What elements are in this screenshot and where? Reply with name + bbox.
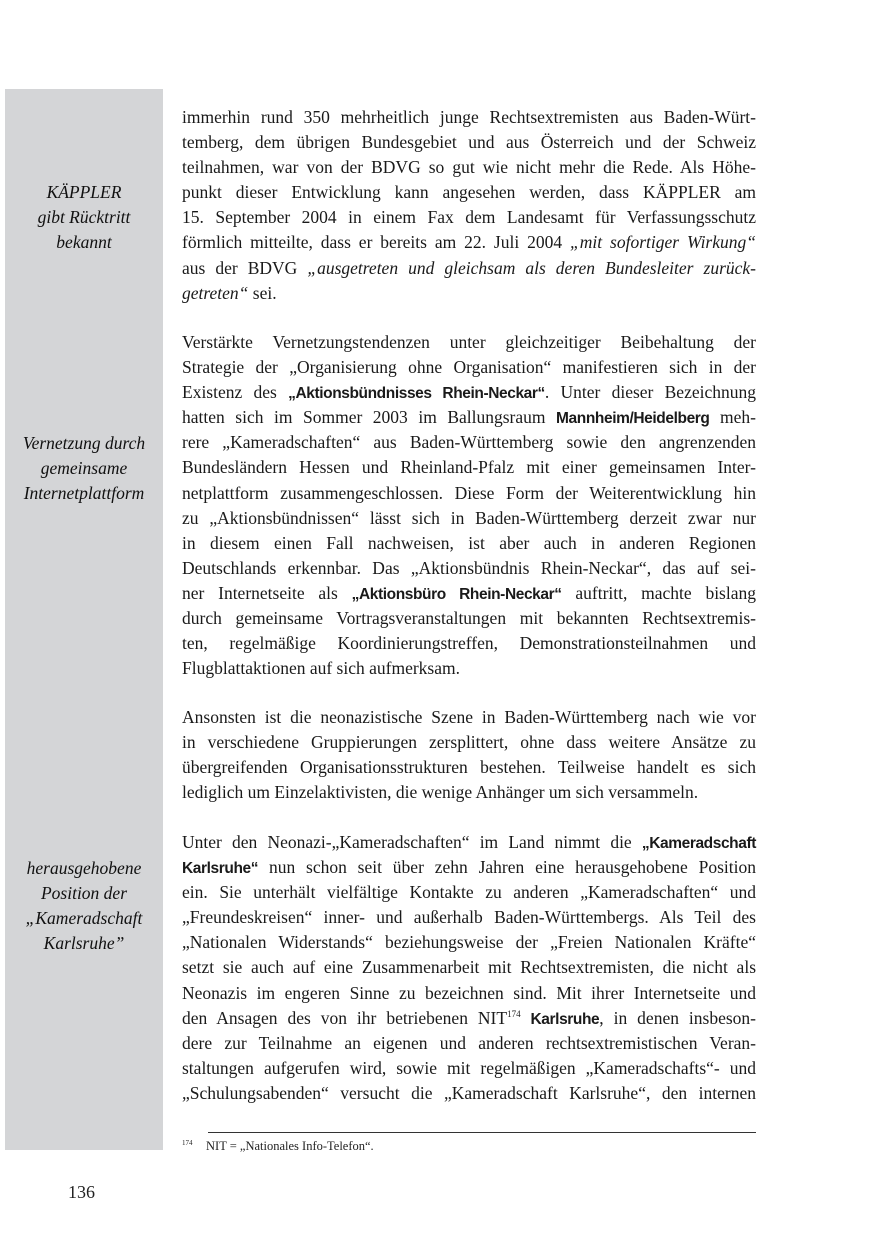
margin-note-line: KÄPPLER — [46, 182, 122, 202]
highlight-term: Mannheim/Heidelberg — [556, 410, 710, 428]
text-line: in diesem einen Fall nachweisen, ist aber auch in anderen Regionen — [182, 532, 756, 553]
text-line: durch gemeinsame Vortragsveranstaltungen mit bekannten Rechtsextremis- — [182, 608, 756, 629]
text-line — [182, 1006, 756, 1031]
quote-italic: „mit sofortiger Wirkung“ — [570, 232, 756, 253]
text-line — [182, 855, 756, 880]
text-run: förmlich mitteilte, dass er bereits am 22. Juli 2004 — [182, 232, 571, 253]
margin-note-line: Internetplattform — [23, 483, 145, 503]
text-line: staltungen aufgerufen wird, sowie mit regelmäßigen „Kameradschafts“- und — [182, 1057, 756, 1078]
text-line: Strategie der „Organisierung ohne Organisation“ manifestieren sich in der — [182, 357, 756, 378]
margin-note-line: Karlsruhe” — [43, 933, 125, 953]
text-line: 15. September 2004 in einem Fax dem Landesamt für Verfassungsschutz — [182, 207, 756, 228]
text-line — [182, 230, 756, 255]
footnote-divider — [208, 1132, 756, 1133]
text-run: Unter den Neonazi-„Kameradschaften“ im Land nimmt die — [182, 832, 642, 852]
margin-note-kaeppler — [5, 180, 163, 255]
text-run: ner Internetseite als — [182, 582, 352, 603]
text-line: „Freundeskreisen“ inner- und außerhalb Baden-Württembergs. Als Teil des — [182, 907, 756, 928]
margin-note-line: Vernetzung durch — [22, 433, 146, 453]
highlight-term: Karlsruhe“ — [182, 860, 259, 878]
text-line — [182, 405, 756, 430]
paragraph-vernetzung — [182, 330, 756, 681]
margin-note-line: bekannt — [56, 232, 112, 252]
text-line: rere „Kameradschaften“ aus Baden-Württemberg sowie den angrenzenden — [182, 432, 756, 453]
text-line: „Nationalen Widerstands“ beziehungsweise der „Freien Nationalen Kräfte“ — [182, 932, 756, 953]
text-line: ein. Sie unterhält vielfältige Kontakte zu anderen „Kameradschaften“ und — [182, 882, 756, 903]
footnote-ref[interactable]: 174 — [507, 1008, 521, 1019]
text-line: Verstärkte Vernetzungstendenzen unter gleichzeitiger Beibehaltung der — [182, 332, 756, 352]
text-line: punkt dieser Entwicklung kann angesehen werden, dass KÄPPLER am — [182, 182, 756, 203]
text-line: netplattform zusammengeschlossen. Diese Form der Weiterentwicklung hin — [182, 482, 756, 503]
quote-italic: getreten“ — [182, 282, 249, 303]
footnote — [182, 1139, 374, 1154]
text-run: meh- — [709, 407, 756, 428]
text-line: Bundesländern Hessen und Rheinland-Pfalz mit einer gemeinsamen Inter- — [182, 457, 756, 478]
highlight-term: „Kameradschaft — [641, 835, 756, 852]
margin-note-vernetzung — [5, 431, 163, 506]
text-line: zu „Aktionsbündnissen“ lässt sich in Baden-Württemberg derzeit zwar nur — [182, 507, 756, 528]
quote-italic: „ausgetreten und gleichsam als deren Bundesleiter zurück- — [307, 257, 756, 278]
paragraph-szene — [182, 705, 756, 805]
text-line: Flugblattaktionen auf sich aufmerksam. — [182, 658, 460, 679]
margin-note-line: gibt Rücktritt — [37, 207, 131, 227]
margin-note-kameradschaft — [5, 856, 163, 956]
text-run: . Unter dieser Bezeichnung — [544, 382, 756, 403]
footnote-text: NIT = „Nationales Info-Telefon“. — [206, 1139, 374, 1153]
text-run: aus der BDVG — [182, 257, 308, 278]
text-line: dere zur Teilnahme an eigenen und anderen rechtsextremistischen Veran- — [182, 1032, 756, 1053]
margin-note-line: Position der — [40, 883, 128, 903]
margin-sidebar — [5, 89, 163, 1150]
text-line: lediglich um Einzelaktivisten, die wenige Anhänger um sich versammeln. — [182, 782, 699, 803]
highlight-term: „Aktionsbündnisses Rhein-Neckar“ — [288, 385, 545, 403]
text-run: den Ansagen des von ihr betriebenen NIT — [182, 1007, 508, 1028]
text-run: hatten sich im Sommer 2003 im Ballungsraum — [182, 407, 557, 428]
text-line — [182, 281, 756, 306]
text-line — [182, 581, 756, 606]
text-run: sei. — [248, 282, 277, 303]
text-line: Ansonsten ist die neonazistische Szene in Baden-Württemberg nach wie vor — [182, 707, 756, 727]
page-number: 136 — [68, 1182, 95, 1202]
text-line: teilnahmen, war von der BDVG so gut wie nicht mehr die Rede. Als Höhe- — [182, 157, 756, 178]
text-run: , in denen insbeson- — [599, 1007, 756, 1028]
text-line: Neonazis im engeren Sinne zu bezeichnen sind. Mit ihrer Internetseite und — [182, 982, 756, 1003]
text-line — [182, 256, 756, 281]
text-run: nun schon seit über zehn Jahren eine herausgehobene Position — [258, 857, 756, 878]
text-line: Deutschlands erkennbar. Das „Aktionsbündnis Rhein-Neckar“, das auf sei- — [182, 557, 756, 578]
paragraph-kameradschaft — [182, 830, 756, 1106]
highlight-term: Karlsruhe — [530, 1010, 600, 1028]
text-line: übergreifenden Organisationsstrukturen bestehen. Teilweise handelt es sich — [182, 757, 756, 778]
text-line: immerhin rund 350 mehrheitlich junge Rechtsextremisten aus Baden-Würt- — [182, 107, 756, 127]
text-line — [182, 830, 756, 855]
text-line: ten, regelmäßige Koordinierungstreffen, Demonstrationsteilnahmen und — [182, 633, 756, 654]
footnote-number: 174 — [182, 1139, 193, 1147]
paragraph-kaeppler — [182, 105, 756, 306]
highlight-term: „Aktionsbüro Rhein-Neckar“ — [351, 585, 562, 603]
text-run: auftritt, machte bislang — [561, 582, 757, 603]
text-run: Existenz des — [182, 382, 289, 403]
margin-note-line: „Kameradschaft — [25, 908, 143, 928]
margin-note-line: herausgehobene — [26, 858, 142, 878]
margin-note-line: gemeinsame — [40, 458, 128, 478]
text-line: temberg, dem übrigen Bundesgebiet und aus Österreich und der Schweiz — [182, 132, 756, 153]
text-line: setzt sie auch auf eine Zusammenarbeit mit Rechtsextremisten, die nicht als — [182, 957, 756, 978]
text-line: „Schulungsabenden“ versucht die „Kameradschaft Karlsruhe“, den internen — [182, 1082, 756, 1103]
text-line — [182, 380, 756, 405]
text-line: in verschiedene Gruppierungen zersplittert, ohne dass weitere Ansätze zu — [182, 732, 756, 753]
